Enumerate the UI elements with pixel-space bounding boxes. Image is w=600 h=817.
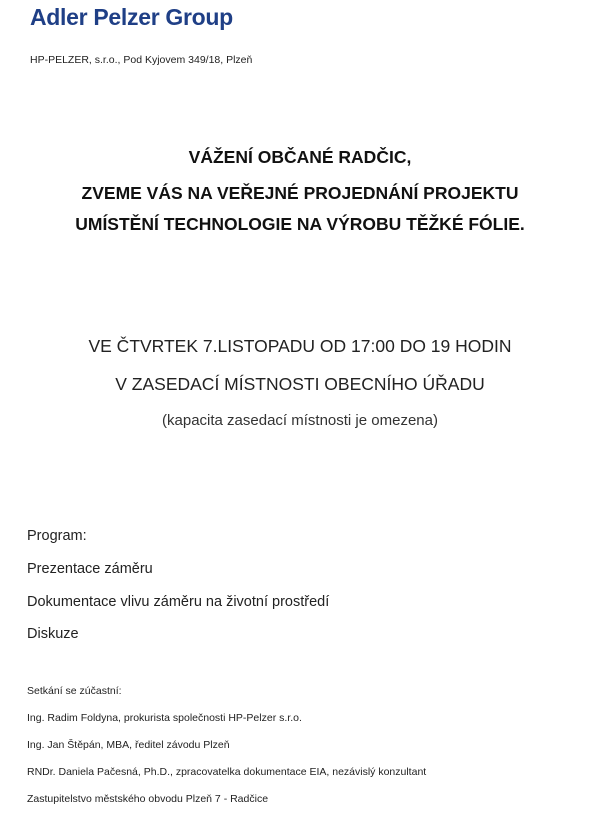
- company-logo: Adler Pelzer Group: [30, 4, 233, 30]
- event-date-time: VE ČTVRTEK 7.LISTOPADU OD 17:00 DO 19 HODIN: [88, 336, 512, 356]
- headline-invitation: ZVEME VÁS NA VEŘEJNÉ PROJEDNÁNÍ PROJEKTU: [81, 183, 519, 203]
- company-address: HP-PELZER, s.r.o., Pod Kyjovem 349/18, Plzeň: [30, 54, 253, 66]
- participant-item: Zastupitelstvo městského obvodu Plzeň 7 - Radčice: [27, 793, 269, 805]
- event-capacity-note: (kapacita zasedací místnosti je omezena): [162, 412, 438, 429]
- participant-item: Ing. Radim Foldyna, prokurista společnosti HP-Pelzer s.r.o.: [27, 712, 302, 724]
- headline-greeting: VÁŽENÍ OBČANÉ RADČIC,: [188, 147, 412, 167]
- participant-item: Ing. Jan Štěpán, MBA, ředitel závodu Plzeň: [27, 739, 230, 751]
- headline-project: UMÍSTĚNÍ TECHNOLOGIE NA VÝROBU TĚŽKÉ FÓLIE.: [75, 214, 525, 234]
- participants-heading: Setkání se zúčastní:: [27, 685, 122, 697]
- event-location: V ZASEDACÍ MÍSTNOSTI OBECNÍHO ÚŘADU: [115, 374, 485, 394]
- participant-item: RNDr. Daniela Pačesná, Ph.D., zpracovatelka dokumentace EIA, nezávislý konzultant: [27, 766, 427, 778]
- program-item: Diskuze: [27, 626, 79, 642]
- program-item: Dokumentace vlivu záměru na životní prostředí: [27, 594, 330, 610]
- program-heading: Program:: [27, 528, 87, 544]
- program-item: Prezentace záměru: [27, 561, 153, 577]
